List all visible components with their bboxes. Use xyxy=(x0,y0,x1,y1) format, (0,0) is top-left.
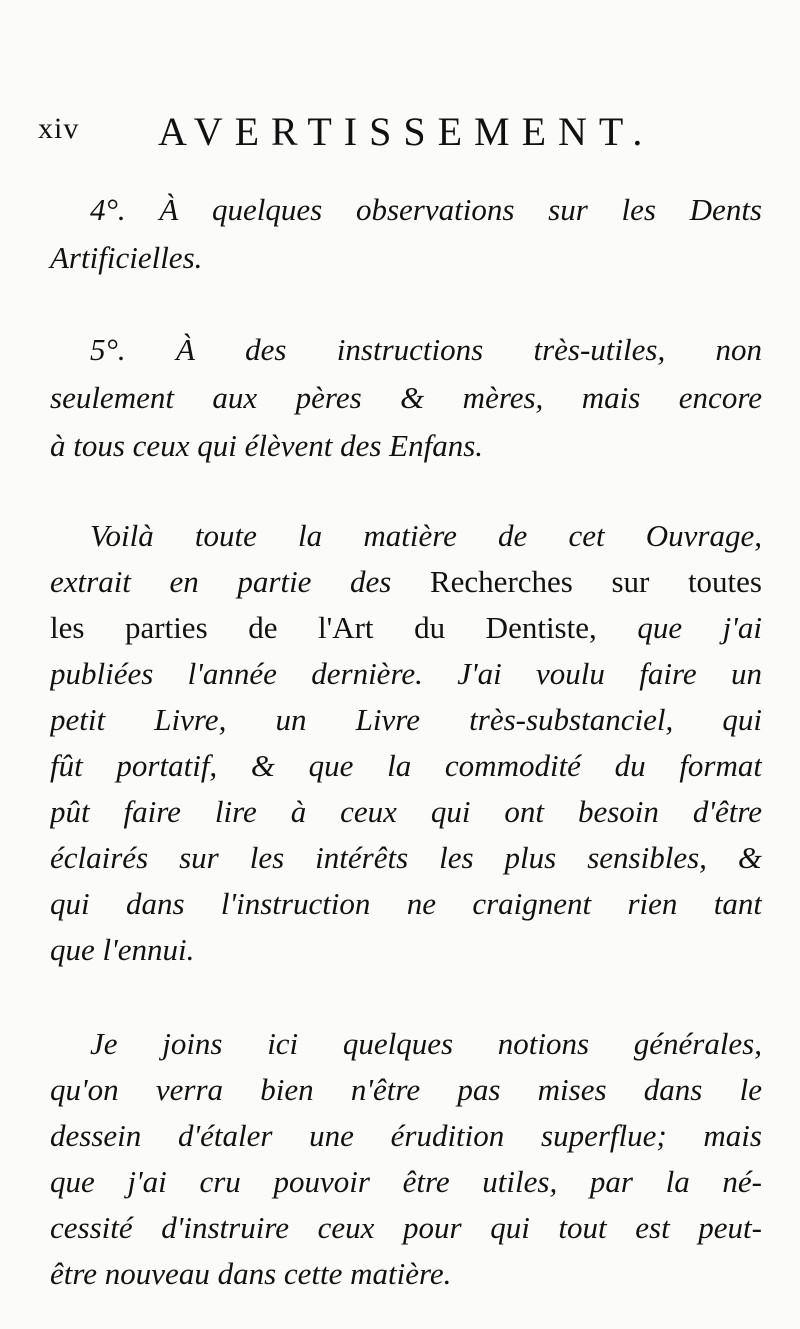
text-segment: Voilà toute la matière de cet Ouvrage, xyxy=(90,518,762,553)
text-line: dessein d'étaler une érudition superflue; mais xyxy=(50,1118,762,1153)
text-line xyxy=(90,516,762,556)
text-line xyxy=(50,654,762,694)
text-line: cessité d'instruire ceux pour qui tout est peut- xyxy=(50,1210,762,1245)
text-line xyxy=(50,608,762,648)
text-line: qu'on verra bien n'être pas mises dans le xyxy=(50,1072,762,1107)
text-line xyxy=(50,884,762,924)
text-segment: que j'ai xyxy=(637,610,762,645)
text-segment: que l'ennui. xyxy=(50,932,195,967)
text-line xyxy=(50,838,762,878)
text-line xyxy=(50,792,762,832)
text-segment: qui dans l'instruction ne craignent rien tant xyxy=(50,886,762,921)
text-line: Artificielles. xyxy=(50,240,203,275)
running-title: AVERTISSEMENT. xyxy=(158,109,655,154)
text-segment: fût portatif, & que la commodité du format xyxy=(50,748,762,783)
text-segment: petit Livre, un Livre très-substanciel, qui xyxy=(50,702,762,737)
text-segment: éclairés sur les intérêts les plus sensibles, & xyxy=(50,840,762,875)
text-line xyxy=(50,562,762,602)
text-line: 5°. À des instructions très-utiles, non xyxy=(90,332,762,367)
text-segment: pût faire lire à ceux qui ont besoin d'être xyxy=(50,794,762,829)
text-line: Je joins ici quelques notions générales, xyxy=(90,1026,762,1061)
page-number: xiv xyxy=(38,112,80,145)
text-line xyxy=(50,700,762,740)
text-line: être nouveau dans cette matière. xyxy=(50,1256,452,1291)
text-segment: extrait en partie des xyxy=(50,564,430,599)
page-header xyxy=(38,108,758,158)
text-segment: les parties de l'Art du Dentiste, xyxy=(50,610,638,645)
text-line: que j'ai cru pouvoir être utiles, par la né- xyxy=(50,1164,762,1199)
text-line: 4°. À quelques observations sur les Dents xyxy=(90,192,762,227)
text-line xyxy=(50,746,762,786)
text-segment: Recherches sur toutes xyxy=(429,564,762,599)
text-segment: publiées l'année dernière. J'ai voulu faire un xyxy=(50,656,762,691)
text-line: seulement aux pères & mères, mais encore xyxy=(50,380,762,415)
text-line xyxy=(50,930,762,970)
text-line: à tous ceux qui élèvent des Enfans. xyxy=(50,428,484,463)
